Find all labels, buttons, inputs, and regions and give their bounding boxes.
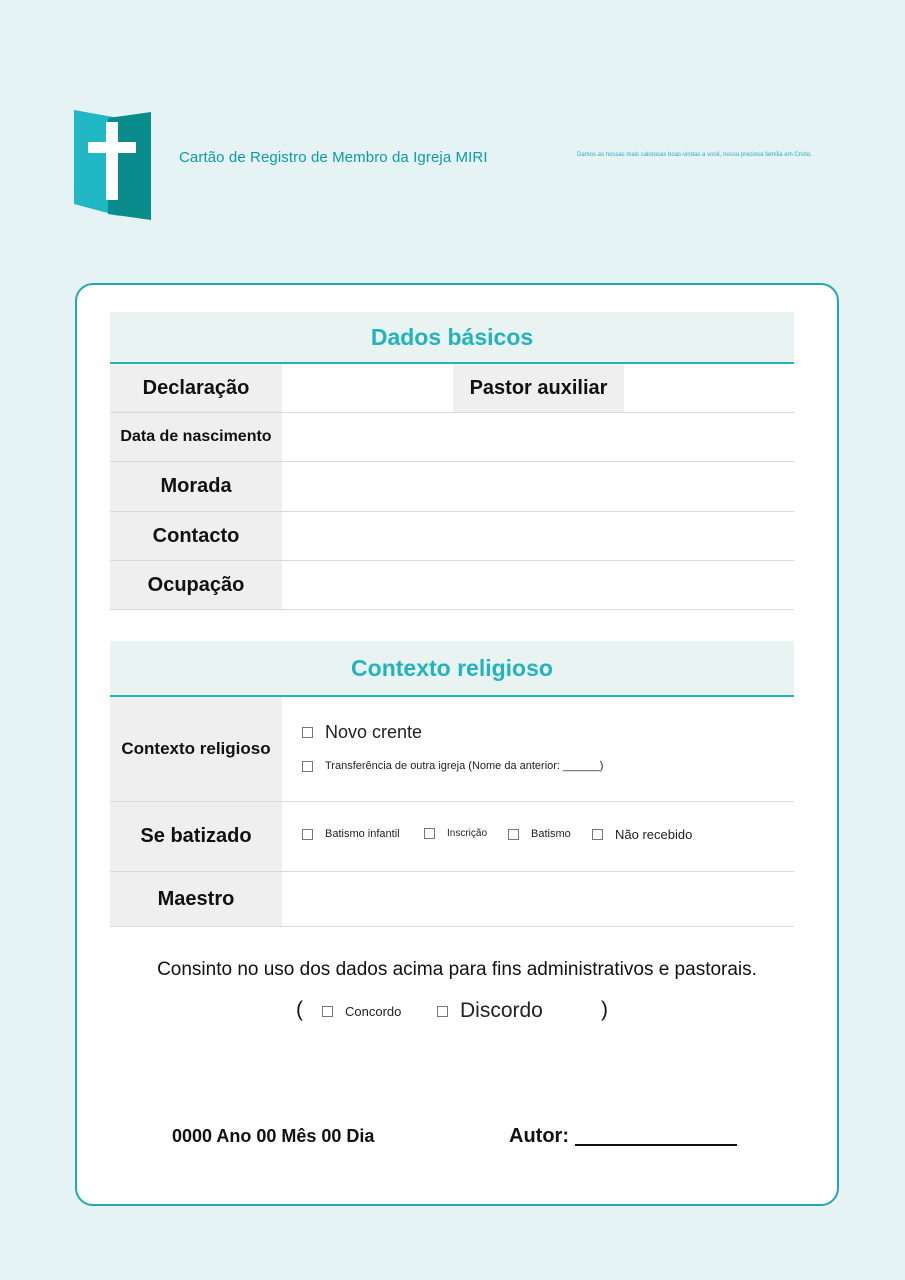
signature-line[interactable] [575,1144,737,1146]
baptism-text: Batismo [531,828,571,840]
occupation-row [110,561,794,610]
author-field [509,1125,737,1148]
transfer-checkbox[interactable] [302,761,313,772]
baptism-label: Se batizado [110,802,282,871]
maestro-row [110,872,794,927]
basic-data-heading: Dados básicos [110,312,794,364]
transfer-option[interactable] [302,760,603,772]
new-believer-option[interactable] [302,722,422,743]
new-believer-text: Novo crente [325,722,423,742]
birthdate-label: Data de nascimento [110,413,282,461]
agree-checkbox[interactable] [322,1006,333,1017]
address-row [110,462,794,512]
agree-text: Concordo [345,1004,402,1019]
baptism-row [110,802,794,872]
religious-context-row [110,697,794,802]
welcome-tagline: Damos as nossas mais calorosas boas-vindas a você, nossa preciosa família em Cristo. [577,152,812,158]
church-cross-logo [72,108,154,222]
not-received-text: Não recebido [615,827,693,842]
infant-baptism-checkbox[interactable] [302,829,313,840]
transfer-text: Transferência de outra igreja (Nome da anterior: ______) [325,760,604,772]
baptism-checkbox[interactable] [508,829,519,840]
inscription-option[interactable] [424,828,487,839]
agree-option[interactable] [322,1004,401,1019]
religious-context-heading: Contexto religioso [110,641,794,697]
date-field: 0000 Ano 00 Mês 00 Dia [172,1126,375,1146]
new-believer-checkbox[interactable] [302,727,313,738]
maestro-label: Maestro [110,872,282,926]
author-label: Autor: [509,1125,569,1147]
infant-baptism-option[interactable] [302,828,400,840]
inscription-text: Inscrição [447,828,488,839]
not-received-option[interactable] [592,827,692,842]
assistant-pastor-label: Pastor auxiliar [453,364,624,412]
registration-card [75,283,839,1206]
disagree-text: Discordo [460,999,543,1022]
birthdate-row [110,413,794,462]
baptism-option[interactable] [508,828,571,840]
disagree-option[interactable] [437,999,543,1023]
not-received-checkbox[interactable] [592,829,603,840]
inscription-checkbox[interactable] [424,828,435,839]
document-title: Cartão de Registro de Membro da Igreja MIRI [179,149,488,166]
open-parenthesis: ( [296,998,303,1021]
address-label: Morada [110,462,282,511]
contact-row [110,512,794,561]
declaration-row [110,364,794,413]
close-parenthesis: ) [601,998,608,1021]
declaration-label: Declaração [110,364,282,412]
occupation-label: Ocupação [110,561,282,609]
consent-statement: Consinto no uso dos dados acima para fins administrativos e pastorais. [157,959,757,980]
infant-baptism-text: Batismo infantil [325,828,400,840]
contact-label: Contacto [110,512,282,560]
disagree-checkbox[interactable] [437,1006,448,1017]
religious-context-label: Contexto religioso [110,697,282,801]
